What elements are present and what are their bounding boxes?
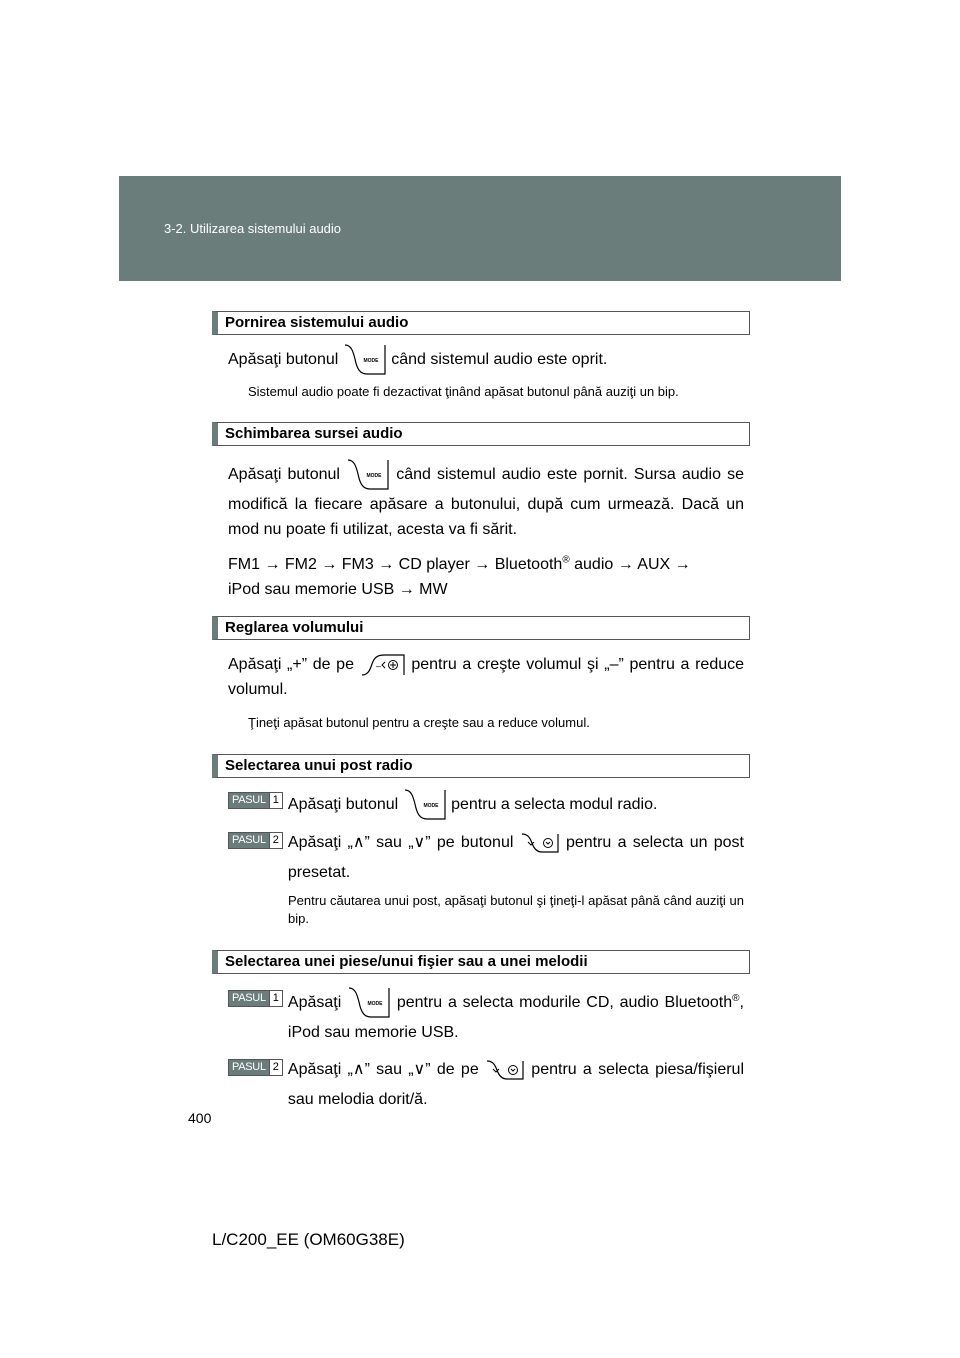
radio-step-note: Pentru căutarea unui post, apăsaţi butonul şi ţineţi-l apăsat până când auziţi un bip. <box>288 893 744 926</box>
section-title-power: Pornirea sistemului audio <box>212 311 750 335</box>
svg-text:–: – <box>375 660 381 671</box>
section-title-source: Schimbarea sursei audio <box>212 422 750 446</box>
source-instruction: Apăsaţi butonul MODE când sistemul audio este pornit. Sursa audio se modifică la fiecare apăsare a butonului, după cum urmează. Dacă un mod nu poate fi utilizat, acesta va fi sărit. <box>228 458 744 542</box>
seek-up-down-icon <box>520 833 560 853</box>
section-title-volume: Reglarea volumului <box>212 616 750 640</box>
power-instruction: Apăsaţi butonul MODE când sistemul audio este oprit. <box>228 343 744 377</box>
step-badge: PASUL 2 <box>228 832 283 849</box>
document-code: L/C200_EE (OM60G38E) <box>212 1230 405 1249</box>
power-note: Sistemul audio poate fi dezactivat ţinând apăsat butonul până auziţi un bip. <box>248 384 679 399</box>
mode-label: MODE <box>366 473 382 479</box>
mode-label: MODE <box>367 1001 383 1007</box>
section-title-radio: Selectarea unui post radio <box>212 754 750 778</box>
mode-button-icon <box>347 986 391 1020</box>
mode-button-icon <box>403 788 447 822</box>
source-sequence: FM1 → FM2 → FM3 → CD player → Bluetooth® audio → AUX → iPod sau memorie USB → MW <box>228 554 691 598</box>
step-badge: PASUL 1 <box>228 792 283 809</box>
track-step-2: PASUL 2 Apăsaţi „∧” sau „∨” de pe pentru a selecta piesa/fişierul sau melodia dorit/ă. <box>228 1055 750 1115</box>
track-step-1: PASUL 1 Apăsaţi MODE pentru a selecta modurile CD, audio Bluetooth®, iPod sau memorie USB. <box>228 986 750 1045</box>
page-content <box>212 311 750 1115</box>
page-number: 400 <box>188 1110 212 1126</box>
step-badge: PASUL 1 <box>228 990 283 1007</box>
mode-label: MODE <box>423 803 439 809</box>
chapter-header-band <box>119 176 841 281</box>
section-title-track: Selectarea unei piese/unui fişier sau a unei melodii <box>212 950 750 974</box>
chapter-title: 3-2. Utilizarea sistemului audio <box>164 221 342 236</box>
mode-label: MODE <box>363 358 379 364</box>
step-badge: PASUL 2 <box>228 1059 283 1076</box>
radio-step-2: PASUL 2 Apăsaţi „∧” sau „∨” pe butonul pentru a selecta un post presetat. <box>228 828 750 888</box>
radio-step-1: PASUL 1 Apăsaţi butonul MODE pentru a selecta modul radio. <box>228 788 750 822</box>
mode-button-icon <box>346 458 390 492</box>
mode-button-icon <box>343 343 387 377</box>
volume-knob-icon <box>360 654 406 676</box>
seek-up-down-icon <box>485 1060 525 1080</box>
volume-instruction: Apăsaţi „+” de pe – pentru a creşte volumul şi „–” pentru a reduce volumul. <box>228 652 744 702</box>
volume-note: Ţineţi apăsat butonul pentru a creşte sau a reduce volumul. <box>248 715 590 730</box>
